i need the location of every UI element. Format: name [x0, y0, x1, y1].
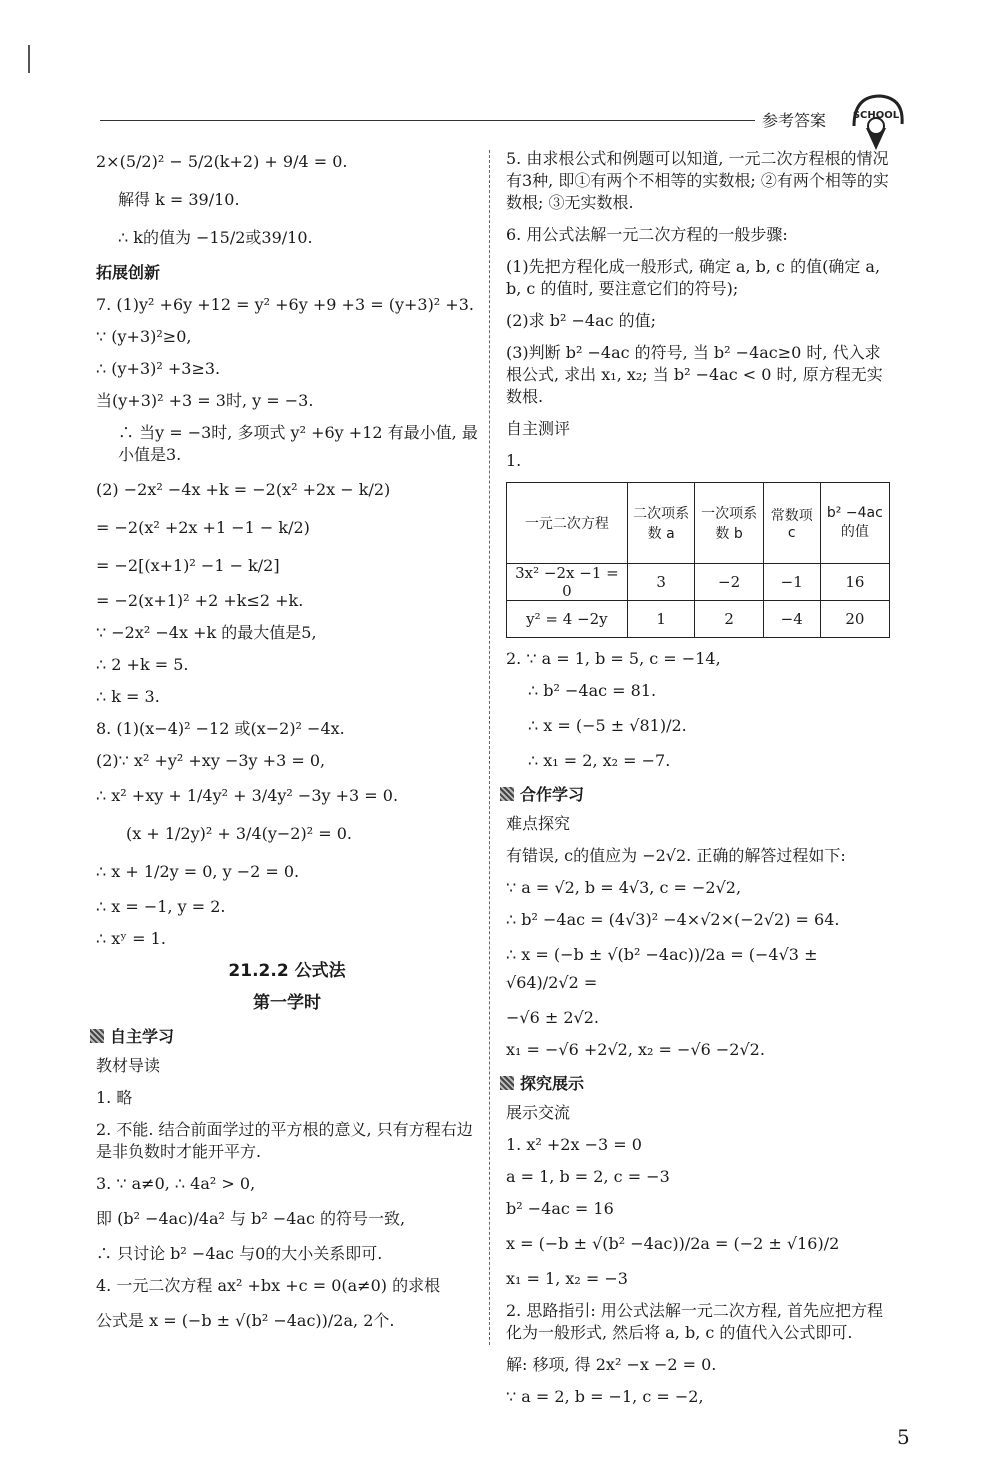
- left-line: 2. 不能. 结合前面学过的平方根的意义, 只有方程右边是非负数时才能开平方.: [96, 1120, 473, 1161]
- left-line: = −2(x² +2x +1 −1 − k/2): [96, 518, 310, 537]
- right-line: 1.: [506, 451, 522, 470]
- left-line: ∴ x² +xy + 1/4y² + 3/4y² −3y +3 = 0.: [96, 786, 399, 805]
- table-header-cell: b² −4ac 的值: [820, 483, 889, 564]
- section-heading: [90, 1024, 478, 1047]
- column-divider: [489, 150, 490, 1345]
- left-line: ∴ xʸ = 1.: [96, 929, 166, 948]
- left-line: ∴ x = −1, y = 2.: [96, 897, 226, 916]
- section-marker-icon: [90, 1029, 104, 1043]
- right-line: ∵ a = 2, b = −1, c = −2,: [506, 1387, 704, 1406]
- left-line: (x + 1/2y)² + 3/4(y−2)² = 0.: [126, 824, 352, 843]
- section-heading: [500, 782, 890, 805]
- table-cell: 16: [820, 564, 889, 601]
- right-line: (2)求 b² −4ac 的值;: [506, 311, 657, 330]
- table-header-row: [507, 483, 890, 564]
- left-line: ∴ 2 +k = 5.: [96, 655, 189, 674]
- left-line: 3. ∵ a≠0, ∴ 4a² > 0,: [96, 1174, 256, 1193]
- section-marker-icon: [500, 1076, 514, 1090]
- left-line: (2)∵ x² +y² +xy −3y +3 = 0,: [96, 751, 326, 770]
- table-cell: −2: [695, 564, 763, 601]
- left-line: 8. (1)(x−4)² −12 或(x−2)² −4x.: [96, 719, 345, 738]
- right-line: 5. 由求根公式和例题可以知道, 一元二次方程根的情况有3种, 即①有两个不相等的实数根; ②有两个相等的实数根; ③无实数根.: [506, 149, 889, 212]
- right-line: ∴ b² −4ac = (4√3)² −4×√2×(−2√2) = 64.: [506, 910, 840, 929]
- right-line: 2. 思路指引: 用公式法解一元二次方程, 首先应把方程化为一般形式, 然后将 a, b, c 的值代入公式即可.: [506, 1301, 884, 1342]
- left-line: (2) −2x² −4x +k = −2(x² +2x − k/2): [96, 480, 391, 499]
- badge-text: SCHOOL: [852, 110, 900, 121]
- left-line: 当(y+3)² +3 = 3时, y = −3.: [96, 391, 314, 410]
- left-line: 4. 一元二次方程 ax² +bx +c = 0(a≠0) 的求根: [96, 1276, 441, 1295]
- right-line: ∴ b² −4ac = 81.: [528, 681, 657, 700]
- left-line: 公式是 x = (−b ± √(b² −4ac))/2a, 2个.: [96, 1311, 395, 1330]
- right-column: [506, 148, 890, 1418]
- right-line: 自主测评: [506, 419, 571, 438]
- table-cell: y² = 4 −2y: [507, 601, 628, 638]
- left-line: 1. 略: [96, 1088, 133, 1107]
- left-line: ∵ −2x² −4x +k 的最大值是5,: [96, 623, 317, 642]
- left-column: [96, 148, 478, 1345]
- table-header-cell: 一次项系数 b: [695, 483, 763, 564]
- table-header-cell: 常数项 c: [763, 483, 820, 564]
- right-line: (3)判断 b² −4ac 的符号, 当 b² −4ac≥0 时, 代入求根公式, 求出 x₁, x₂; 当 b² −4ac < 0 时, 原方程无实数根.: [506, 343, 883, 406]
- right-line: −√6 ± 2√2.: [506, 1008, 599, 1027]
- left-line: ∴ (y+3)² +3≥3.: [96, 359, 221, 378]
- right-line: ∴ x = (−5 ± √81)/2.: [528, 716, 687, 735]
- right-line: b² −4ac = 16: [506, 1199, 614, 1218]
- right-line: x₁ = −√6 +2√2, x₂ = −√6 −2√2.: [506, 1040, 765, 1059]
- table-cell: −4: [763, 601, 820, 638]
- section-subtitle: 第一学时: [253, 993, 321, 1013]
- left-line: 即 (b² −4ac)/4a² 与 b² −4ac 的符号一致,: [96, 1209, 406, 1228]
- table-cell: 3x² −2x −1 = 0: [507, 564, 628, 601]
- left-line: ∴ 只讨论 b² −4ac 与0的大小关系即可.: [96, 1244, 383, 1263]
- subsection-label: 拓展创新: [96, 263, 161, 282]
- table-header-cell: 二次项系数 a: [627, 483, 695, 564]
- section-title: 21.2.2 公式法: [228, 961, 346, 981]
- header-label: 参考答案: [762, 111, 827, 130]
- left-line: = −2[(x+1)² −1 − k/2]: [96, 556, 280, 575]
- left-line: ∵ (y+3)²≥0,: [96, 327, 192, 346]
- right-line: a = 1, b = 2, c = −3: [506, 1167, 670, 1186]
- section-heading-label: 自主学习: [110, 1027, 175, 1046]
- section-heading-label: 合作学习: [520, 785, 585, 804]
- left-line: ∴ 当y = −3时, 多项式 y² +6y +12 有最小值, 最小值是3.: [118, 423, 478, 464]
- left-line: = −2(x+1)² +2 +k≤2 +k.: [96, 591, 304, 610]
- section-marker-icon: [500, 787, 514, 801]
- right-line: 有错误, c的值应为 −2√2. 正确的解答过程如下:: [506, 846, 846, 865]
- right-line: x₁ = 1, x₂ = −3: [506, 1269, 628, 1288]
- header-rule: [100, 120, 755, 121]
- right-line: ∴ x₁ = 2, x₂ = −7.: [528, 751, 671, 770]
- table-cell: −1: [763, 564, 820, 601]
- right-line: 难点探究: [506, 814, 571, 833]
- table-cell: 3: [627, 564, 695, 601]
- left-line: 教材导读: [96, 1056, 161, 1075]
- page-number: 5: [897, 1425, 910, 1449]
- right-line: 1. x² +2x −3 = 0: [506, 1135, 642, 1154]
- table-cell: 2: [695, 601, 763, 638]
- left-line: 2×(5/2)² − 5/2(k+2) + 9/4 = 0.: [96, 152, 348, 171]
- right-line: 展示交流: [506, 1103, 571, 1122]
- table-cell: 1: [627, 601, 695, 638]
- table-row: [507, 564, 890, 601]
- margin-mark: [28, 45, 30, 73]
- left-line: ∴ k = 3.: [96, 687, 160, 706]
- coefficient-table: [506, 482, 890, 638]
- right-line: ∴ x = (−b ± √(b² −4ac))/2a = (−4√3 ± √64)/2√2 =: [506, 945, 818, 992]
- left-line: ∴ k的值为 −15/2或39/10.: [118, 228, 313, 247]
- section-heading: [500, 1071, 890, 1094]
- right-line: 2. ∵ a = 1, b = 5, c = −14,: [506, 649, 721, 668]
- left-line: 7. (1)y² +6y +12 = y² +6y +9 +3 = (y+3)² +3.: [96, 295, 474, 314]
- section-heading-label: 探究展示: [520, 1074, 585, 1093]
- right-line: 6. 用公式法解一元二次方程的一般步骤:: [506, 225, 788, 244]
- right-line: ∵ a = √2, b = 4√3, c = −2√2,: [506, 878, 742, 897]
- right-line: (1)先把方程化成一般形式, 确定 a, b, c 的值(确定 a, b, c 的值时, 要注意它们的符号);: [506, 257, 881, 298]
- table-header-cell: 一元二次方程: [507, 483, 628, 564]
- right-line: x = (−b ± √(b² −4ac))/2a = (−2 ± √16)/2: [506, 1234, 840, 1253]
- left-line: 解得 k = 39/10.: [118, 190, 240, 209]
- table-cell: 20: [820, 601, 889, 638]
- left-line: ∴ x + 1/2y = 0, y −2 = 0.: [96, 862, 300, 881]
- right-line: 解: 移项, 得 2x² −x −2 = 0.: [506, 1355, 717, 1374]
- table-row: [507, 601, 890, 638]
